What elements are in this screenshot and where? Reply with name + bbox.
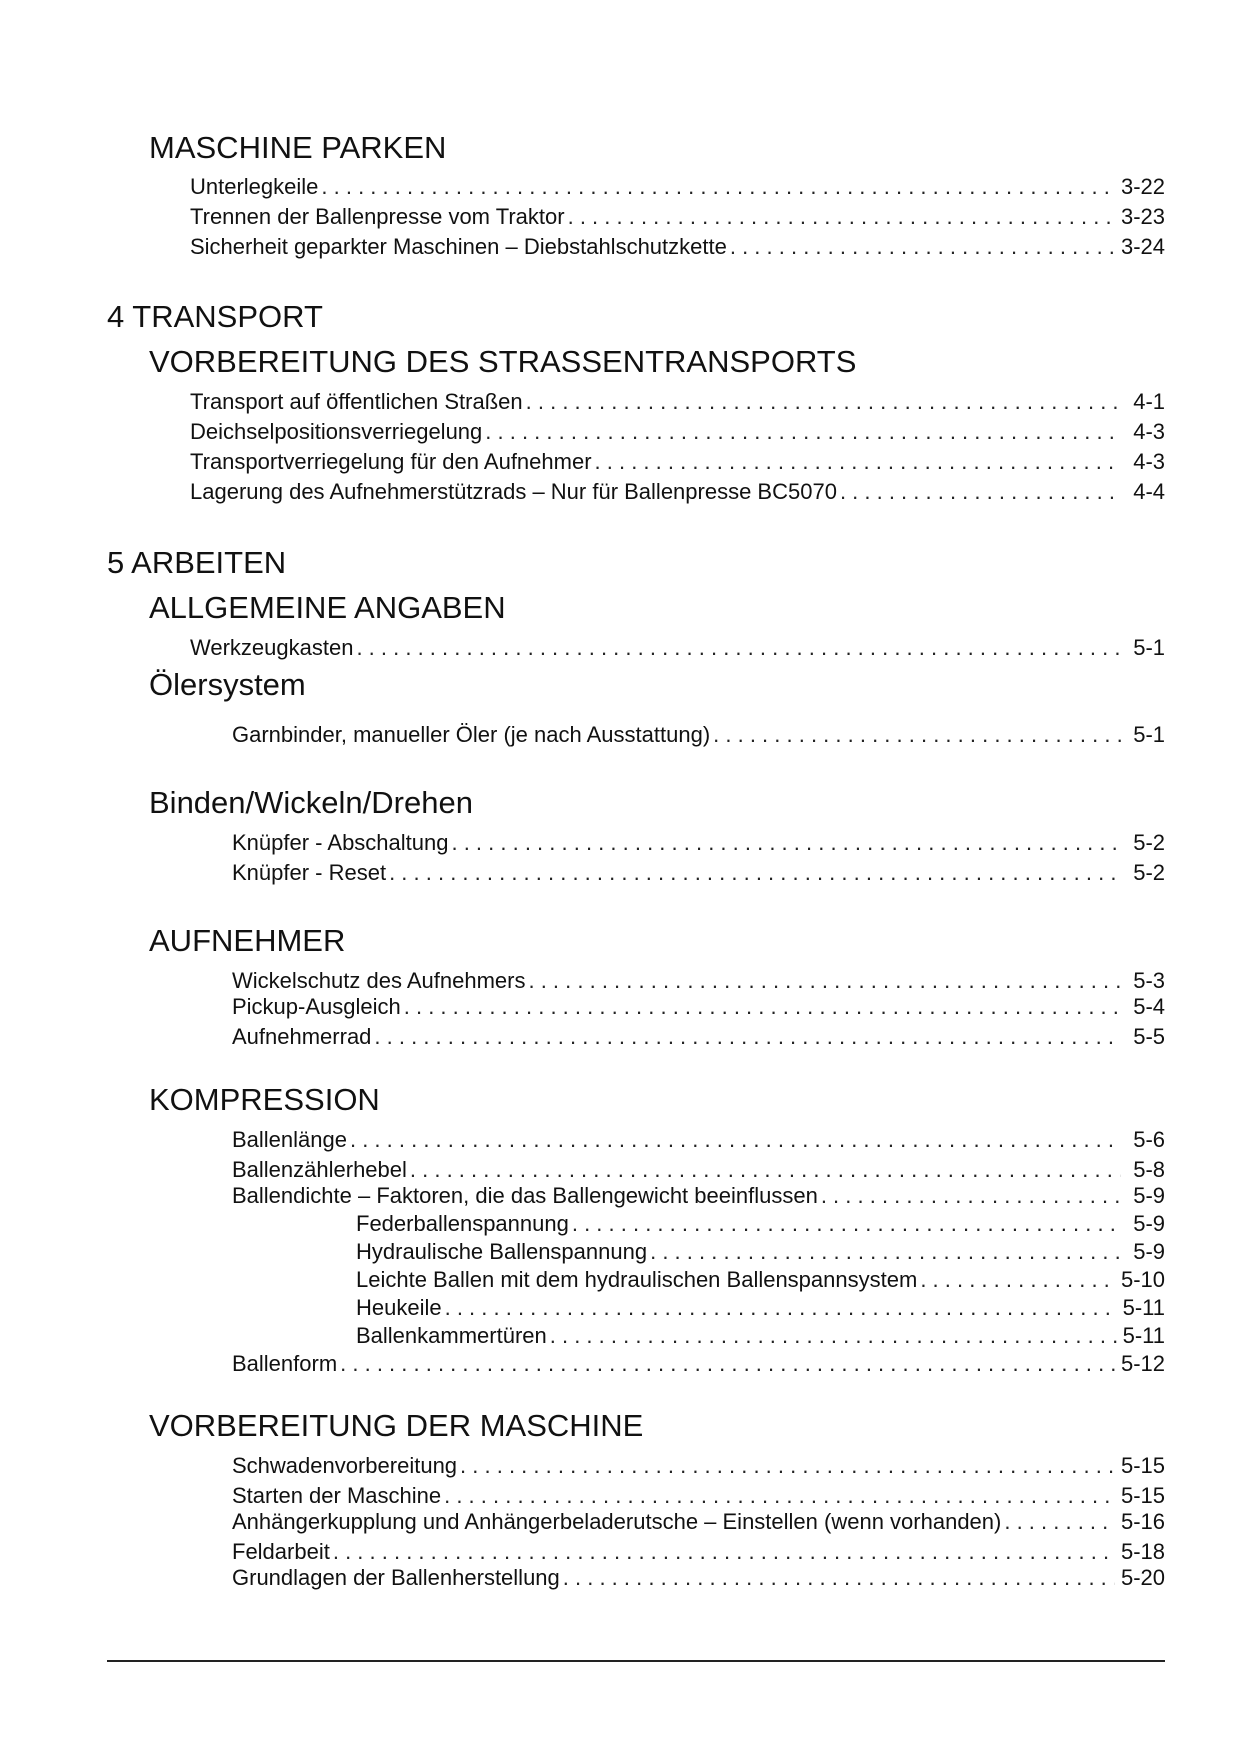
toc-entry-page: 5-1 <box>1133 635 1165 660</box>
toc-entry[interactable] <box>232 1565 1165 1591</box>
toc-entry[interactable] <box>190 389 1165 415</box>
toc-entry[interactable] <box>356 1211 1165 1237</box>
toc-entry-page: 5-8 <box>1133 1157 1165 1182</box>
toc-entry[interactable] <box>232 994 1165 1020</box>
toc-entry[interactable] <box>190 635 1165 661</box>
toc-entry[interactable] <box>232 1351 1165 1377</box>
toc-entry[interactable] <box>190 174 1165 200</box>
toc-entry[interactable] <box>232 1024 1165 1050</box>
toc-entry-page: 5-9 <box>1133 1183 1165 1208</box>
toc-entry[interactable] <box>232 830 1165 856</box>
leader-dots <box>568 204 1115 230</box>
toc-entry-title: Hydraulische Ballenspannung <box>356 1239 648 1264</box>
toc-entry-title: Ballenform <box>232 1351 338 1376</box>
leader-dots <box>485 419 1121 445</box>
toc-entry-page: 5-12 <box>1120 1351 1165 1376</box>
toc-entry-title: Deichselpositionsverriegelung <box>190 419 483 444</box>
toc-entry-page: 5-9 <box>1133 1239 1165 1264</box>
toc-entry-title: Ballendichte – Faktoren, die das Ballengewicht beeinflussen <box>232 1183 818 1208</box>
toc-entry-title: Grundlagen der Ballenherstellung <box>232 1565 560 1590</box>
toc-entry-title: Knüpfer - Reset <box>232 860 387 885</box>
leader-dots <box>920 1267 1115 1293</box>
toc-entry-page: 5-2 <box>1133 860 1165 885</box>
toc-entry-title: Federballenspannung <box>356 1211 569 1236</box>
toc-entry-page: 5-11 <box>1122 1295 1165 1320</box>
toc-entry-title: Aufnehmerrad <box>232 1024 372 1049</box>
toc-entry-page: 5-9 <box>1133 1211 1165 1236</box>
leader-dots <box>444 1483 1115 1509</box>
section-heading: ALLGEMEINE ANGABEN <box>149 590 506 625</box>
leader-dots <box>460 1453 1115 1479</box>
leader-dots <box>821 1183 1121 1209</box>
toc-entry[interactable] <box>232 1539 1165 1565</box>
toc-entry-title: Werkzeugkasten <box>190 635 354 660</box>
toc-entry[interactable] <box>232 968 1165 994</box>
toc-entry-page: 5-16 <box>1120 1509 1165 1534</box>
leader-dots <box>350 1127 1121 1153</box>
toc-entry-page: 4-1 <box>1133 389 1165 414</box>
leader-dots <box>333 1539 1115 1565</box>
toc-entry-page: 3-22 <box>1120 174 1165 199</box>
toc-entry[interactable] <box>232 1157 1165 1183</box>
toc-entry-title: Unterlegkeile <box>190 174 319 199</box>
toc-entry[interactable] <box>356 1295 1165 1321</box>
section-heading: AUFNEHMER <box>149 923 346 958</box>
toc-entry[interactable] <box>232 1509 1165 1535</box>
leader-dots <box>840 479 1121 505</box>
section-heading: Ölersystem <box>149 667 306 702</box>
chapter-heading: 4 TRANSPORT <box>107 299 323 334</box>
toc-entry-title: Ballenlänge <box>232 1127 347 1152</box>
leader-dots <box>374 1024 1121 1050</box>
section-heading: VORBEREITUNG DES STRASSENTRANSPORTS <box>149 344 857 379</box>
toc-entry-title: Wickelschutz des Aufnehmers <box>232 968 526 993</box>
toc-entry-title: Knüpfer - Abschaltung <box>232 830 449 855</box>
leader-dots <box>1004 1509 1115 1535</box>
toc-entry[interactable] <box>190 449 1165 475</box>
leader-dots <box>528 968 1121 994</box>
toc-entry-title: Garnbinder, manueller Öler (je nach Ausstattung) <box>232 722 711 747</box>
leader-dots <box>356 635 1121 661</box>
toc-entry-page: 5-20 <box>1120 1565 1165 1590</box>
leader-dots <box>410 1157 1121 1183</box>
leader-dots <box>730 234 1115 260</box>
toc-entry[interactable] <box>232 722 1165 748</box>
toc-entry-page: 5-10 <box>1120 1267 1165 1292</box>
toc-entry-title: Anhängerkupplung und Anhängerbeladerutsche – Einstellen (wenn vorhanden) <box>232 1509 1002 1534</box>
toc-entry-page: 3-24 <box>1120 234 1165 259</box>
leader-dots <box>451 830 1121 856</box>
toc-entry-page: 5-3 <box>1133 968 1165 993</box>
leader-dots <box>563 1565 1115 1591</box>
toc-entry-page: 4-3 <box>1133 449 1165 474</box>
toc-entry-page: 3-23 <box>1120 204 1165 229</box>
section-heading: MASCHINE PARKEN <box>149 130 447 165</box>
toc-entry-page: 5-1 <box>1133 722 1165 747</box>
toc-entry[interactable] <box>232 1183 1165 1209</box>
leader-dots <box>389 860 1121 886</box>
toc-entry-title: Transport auf öffentlichen Straßen <box>190 389 523 414</box>
toc-entry-title: Ballenzählerhebel <box>232 1157 407 1182</box>
toc-entry-title: Transportverriegelung für den Aufnehmer <box>190 449 592 474</box>
leader-dots <box>550 1323 1117 1349</box>
toc-entry[interactable] <box>190 234 1165 260</box>
leader-dots <box>595 449 1121 475</box>
toc-entry[interactable] <box>232 1483 1165 1509</box>
toc-entry[interactable] <box>232 1453 1165 1479</box>
section-heading: KOMPRESSION <box>149 1082 380 1117</box>
toc-entry-page: 5-2 <box>1133 830 1165 855</box>
toc-entry[interactable] <box>356 1323 1165 1349</box>
toc-entry-page: 5-11 <box>1122 1323 1165 1348</box>
toc-entry[interactable] <box>190 479 1165 505</box>
toc-entry-title: Leichte Ballen mit dem hydraulischen Ballenspannsystem <box>356 1267 918 1292</box>
leader-dots <box>650 1239 1121 1265</box>
toc-entry[interactable] <box>190 419 1165 445</box>
toc-entry-title: Sicherheit geparkter Maschinen – Diebstahlschutzkette <box>190 234 727 259</box>
toc-entry[interactable] <box>232 860 1165 886</box>
toc-entry-title: Heukeile <box>356 1295 442 1320</box>
footer-rule <box>107 1660 1165 1662</box>
leader-dots <box>340 1351 1115 1377</box>
toc-entry-page: 4-3 <box>1133 419 1165 444</box>
toc-entry-page: 5-4 <box>1133 994 1165 1019</box>
section-heading: Binden/Wickeln/Drehen <box>149 785 473 820</box>
section-heading: VORBEREITUNG DER MASCHINE <box>149 1408 644 1443</box>
leader-dots <box>404 994 1121 1020</box>
toc-entry-page: 5-5 <box>1133 1024 1165 1049</box>
toc-entry-title: Ballenkammertüren <box>356 1323 547 1348</box>
toc-entry[interactable] <box>356 1267 1165 1293</box>
toc-entry-page: 5-6 <box>1133 1127 1165 1152</box>
toc-entry-title: Feldarbeit <box>232 1539 330 1564</box>
toc-entry-page: 5-15 <box>1120 1453 1165 1478</box>
leader-dots <box>572 1211 1121 1237</box>
toc-entry[interactable] <box>356 1239 1165 1265</box>
toc-entry-page: 5-18 <box>1120 1539 1165 1564</box>
leader-dots <box>713 722 1121 748</box>
leader-dots <box>445 1295 1117 1321</box>
toc-entry-title: Starten der Maschine <box>232 1483 442 1508</box>
leader-dots <box>321 174 1115 200</box>
toc-entry-title: Lagerung des Aufnehmerstützrads – Nur für Ballenpresse BC5070 <box>190 479 837 504</box>
chapter-heading: 5 ARBEITEN <box>107 545 287 580</box>
toc-entry-page: 5-15 <box>1120 1483 1165 1508</box>
toc-entry-title: Pickup-Ausgleich <box>232 994 401 1019</box>
toc-entry-page: 4-4 <box>1133 479 1165 504</box>
toc-entry-title: Trennen der Ballenpresse vom Traktor <box>190 204 565 229</box>
toc-entry[interactable] <box>190 204 1165 230</box>
leader-dots <box>526 389 1121 415</box>
toc-entry-title: Schwadenvorbereitung <box>232 1453 458 1478</box>
toc-entry[interactable] <box>232 1127 1165 1153</box>
